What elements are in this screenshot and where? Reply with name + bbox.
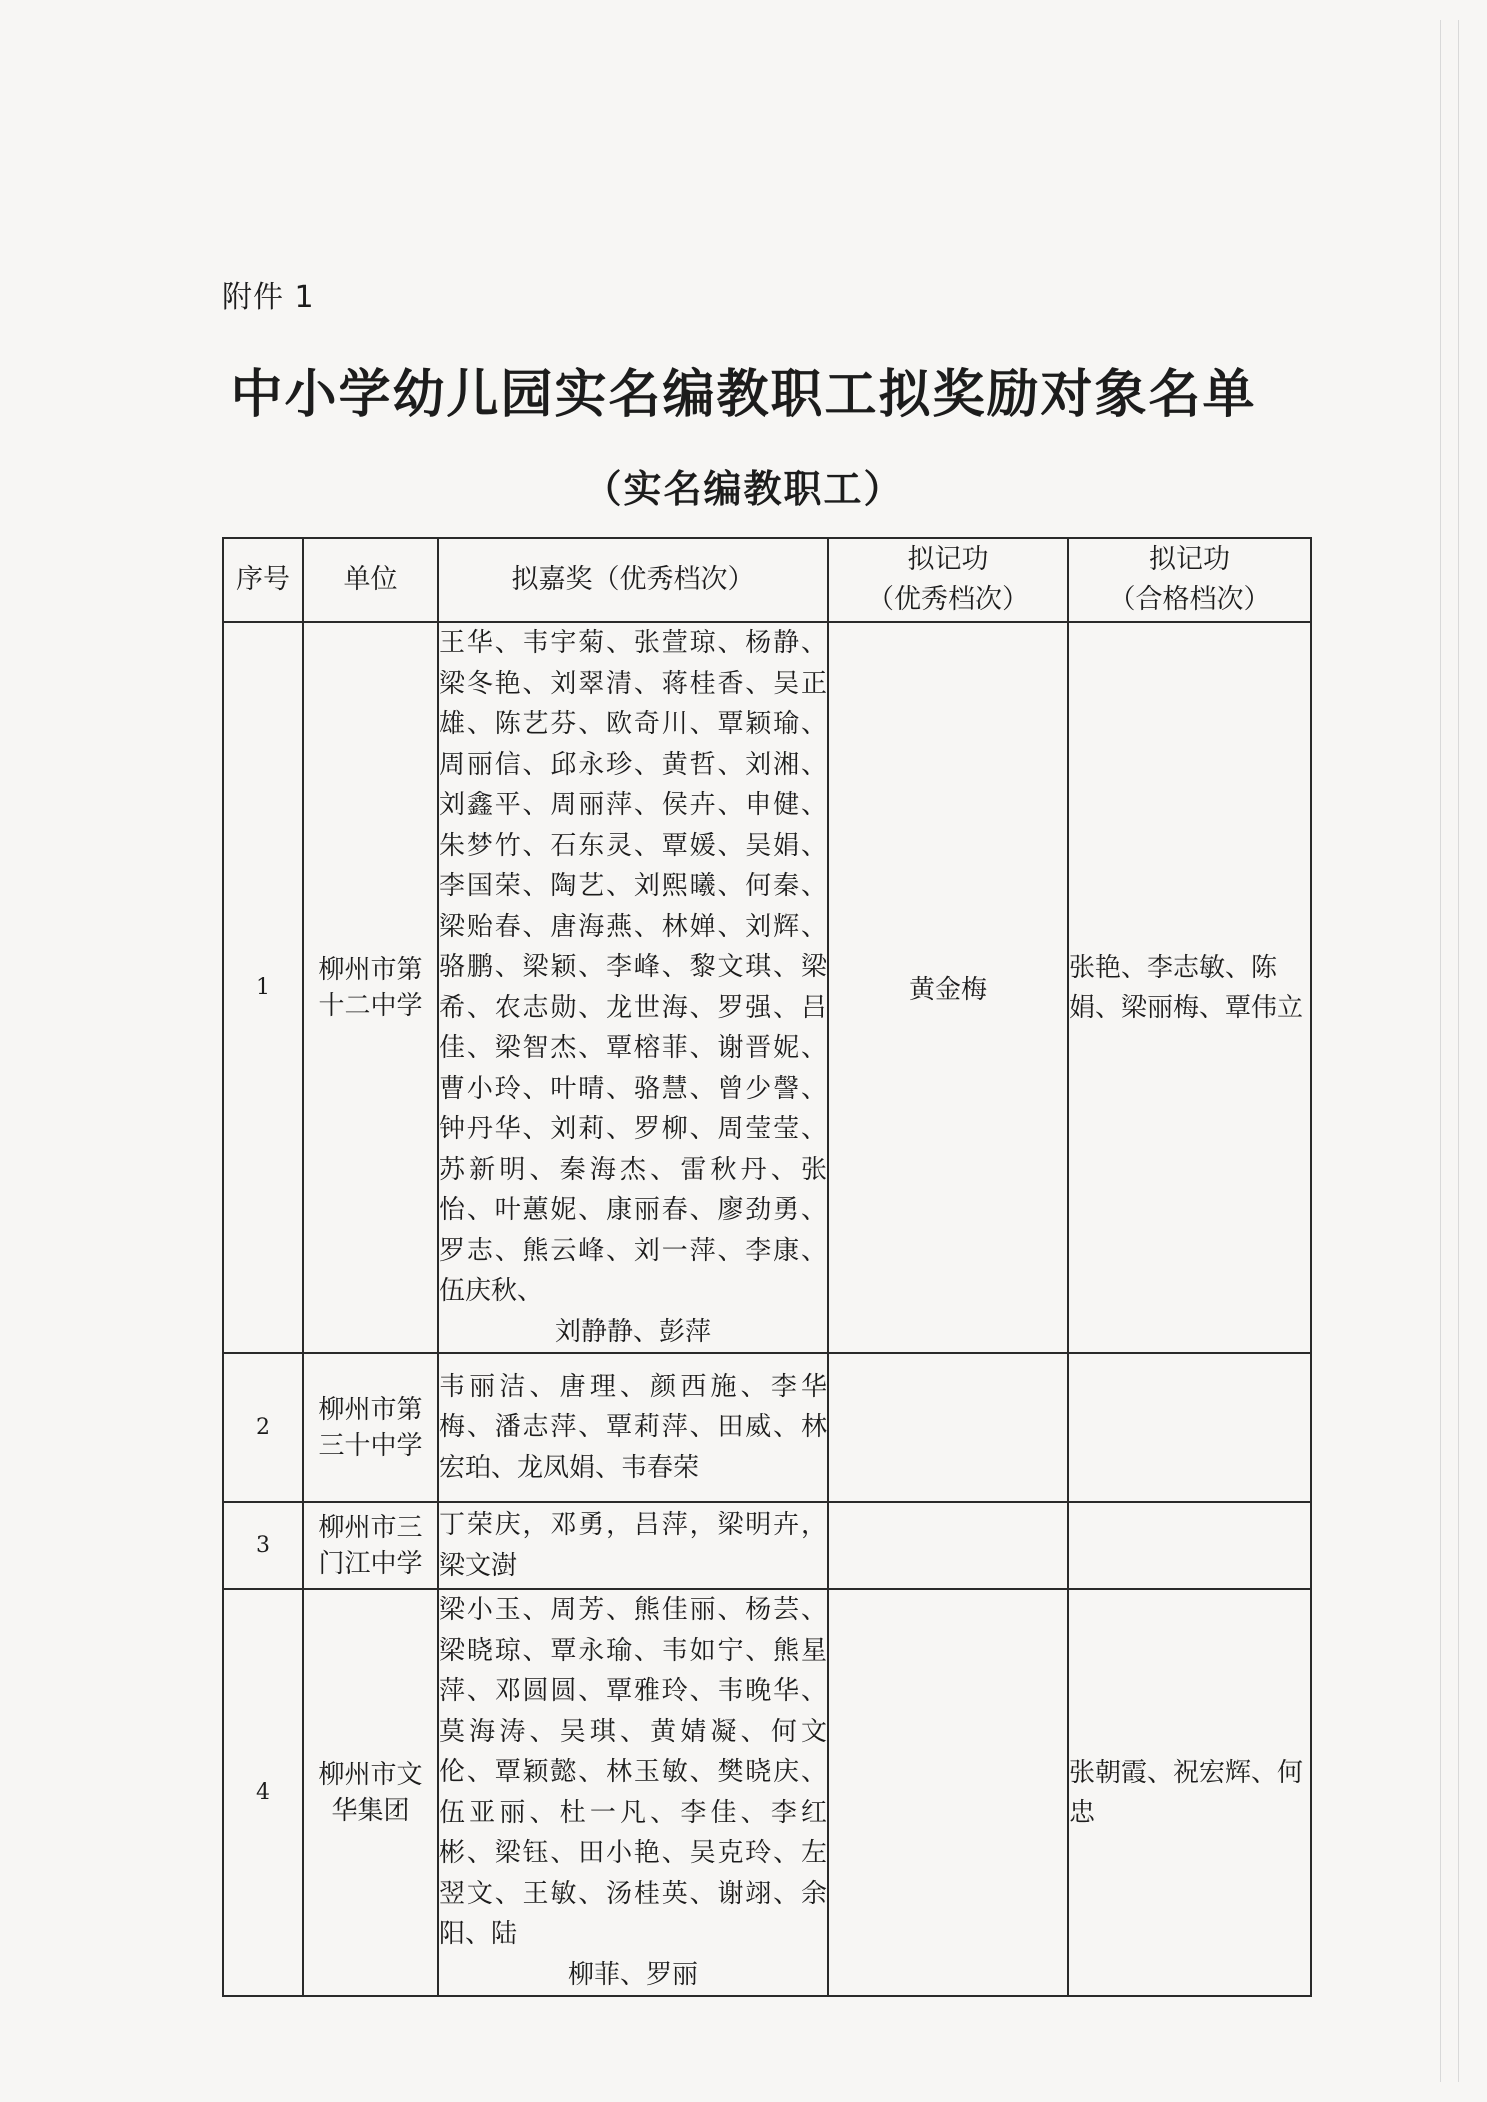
row-unit-line1: 柳州市第	[318, 954, 423, 985]
awards-table	[222, 537, 1312, 1997]
row-unit-line2: 三十中学	[318, 1430, 423, 1461]
row-merit-excellent	[828, 1353, 1068, 1502]
table-row	[223, 1353, 1311, 1502]
header-merit-qualified	[1068, 538, 1311, 622]
header-merit-qualified-line2: （合格档次）	[1108, 584, 1271, 615]
header-merit-excellent	[828, 538, 1068, 622]
row-merit-excellent	[828, 1589, 1068, 1996]
commend-names-last-line: 柳菲、罗丽	[567, 1959, 698, 1990]
row-commend-names	[438, 622, 828, 1353]
header-merit-excellent-line1: 拟记功	[907, 544, 989, 575]
commend-names-text: 梁小玉、周芳、熊佳丽、杨芸、梁晓琼、覃永瑜、韦如宁、熊星萍、邓圆圆、覃雅玲、韦晚华、莫海涛、吴琪、黄婧凝、何文伦、覃颖懿、林玉敏、樊晓庆、伍亚丽、杜一凡、李佳、李红彬、梁钰、田小艳、吴克玲、左翌文、王敏、汤桂英、谢翊、余阳、陆	[439, 1595, 827, 1949]
table-row	[223, 622, 1311, 1353]
row-index: 2	[223, 1353, 303, 1502]
row-merit-qualified: 张朝霞、祝宏辉、何忠	[1068, 1589, 1311, 1996]
row-commend-names: 丁荣庆，邓勇，吕萍，梁明卉，梁文澍	[438, 1502, 828, 1589]
row-merit-excellent	[828, 1502, 1068, 1589]
row-commend-names: 韦丽洁、唐理、颜西施、李华梅、潘志萍、覃莉萍、田威、林宏珀、龙凤娟、韦春荣	[438, 1353, 828, 1502]
commend-names-text: 王华、韦宇菊、张萱琼、杨静、梁冬艳、刘翠清、蒋桂香、吴正雄、陈艺芬、欧奇川、覃颖瑜、周丽信、邱永珍、黄哲、刘湘、刘鑫平、周丽萍、侯卉、申健、朱梦竹、石东灵、覃媛、吴娟、李国荣、陶艺、刘熙曦、何秦、梁贻春、唐海燕、林婵、刘辉、骆鹏、梁颖、李峰、黎文琪、梁希、农志勋、龙世海、罗强、吕佳、梁智杰、覃榕菲、谢晋妮、曹小玲、叶晴、骆慧、曾少謦、钟丹华、刘莉、罗柳、周莹莹、苏新明、秦海杰、雷秋丹、张怡、叶蕙妮、康丽春、廖劲勇、罗志、熊云峰、刘一萍、李康、伍庆秋、	[439, 628, 827, 1306]
header-commend: 拟嘉奖（优秀档次）	[438, 538, 828, 622]
header-merit-excellent-line2: （优秀档次）	[867, 584, 1029, 615]
commend-names-last-line: 刘静静、彭萍	[554, 1316, 711, 1347]
row-unit-line2: 门江中学	[318, 1548, 423, 1579]
row-commend-names	[438, 1589, 828, 1996]
row-unit-line2: 十二中学	[318, 990, 423, 1021]
document-subtitle: （实名编教职工）	[583, 467, 904, 511]
row-merit-qualified	[1068, 1502, 1311, 1589]
row-merit-excellent: 黄金梅	[828, 622, 1068, 1353]
row-merit-qualified: 张艳、李志敏、陈娟、梁丽梅、覃伟立	[1068, 622, 1311, 1353]
header-merit-qualified-line1: 拟记功	[1149, 544, 1230, 575]
row-index: 4	[223, 1589, 303, 1996]
table-row	[223, 1589, 1311, 1996]
row-unit-line2: 华集团	[331, 1795, 410, 1826]
attachment-label: 附件 1	[222, 280, 315, 315]
row-index: 1	[223, 622, 303, 1353]
document-title: 中小学幼儿园实名编教职工拟奖励对象名单	[230, 365, 1257, 425]
row-index: 3	[223, 1502, 303, 1589]
row-unit	[303, 1502, 438, 1589]
row-unit	[303, 622, 438, 1353]
row-unit-line1: 柳州市第	[318, 1394, 423, 1425]
header-index: 序号	[223, 538, 303, 622]
row-unit-line1: 柳州市三	[318, 1512, 423, 1543]
row-unit-line1: 柳州市文	[318, 1759, 423, 1790]
table-header-row	[223, 538, 1311, 622]
scan-edge-line	[1458, 20, 1459, 2082]
scan-edge-line	[1440, 20, 1441, 2082]
row-unit	[303, 1589, 438, 1996]
table-row	[223, 1502, 1311, 1589]
row-unit	[303, 1353, 438, 1502]
header-unit: 单位	[303, 538, 438, 622]
row-merit-qualified	[1068, 1353, 1311, 1502]
